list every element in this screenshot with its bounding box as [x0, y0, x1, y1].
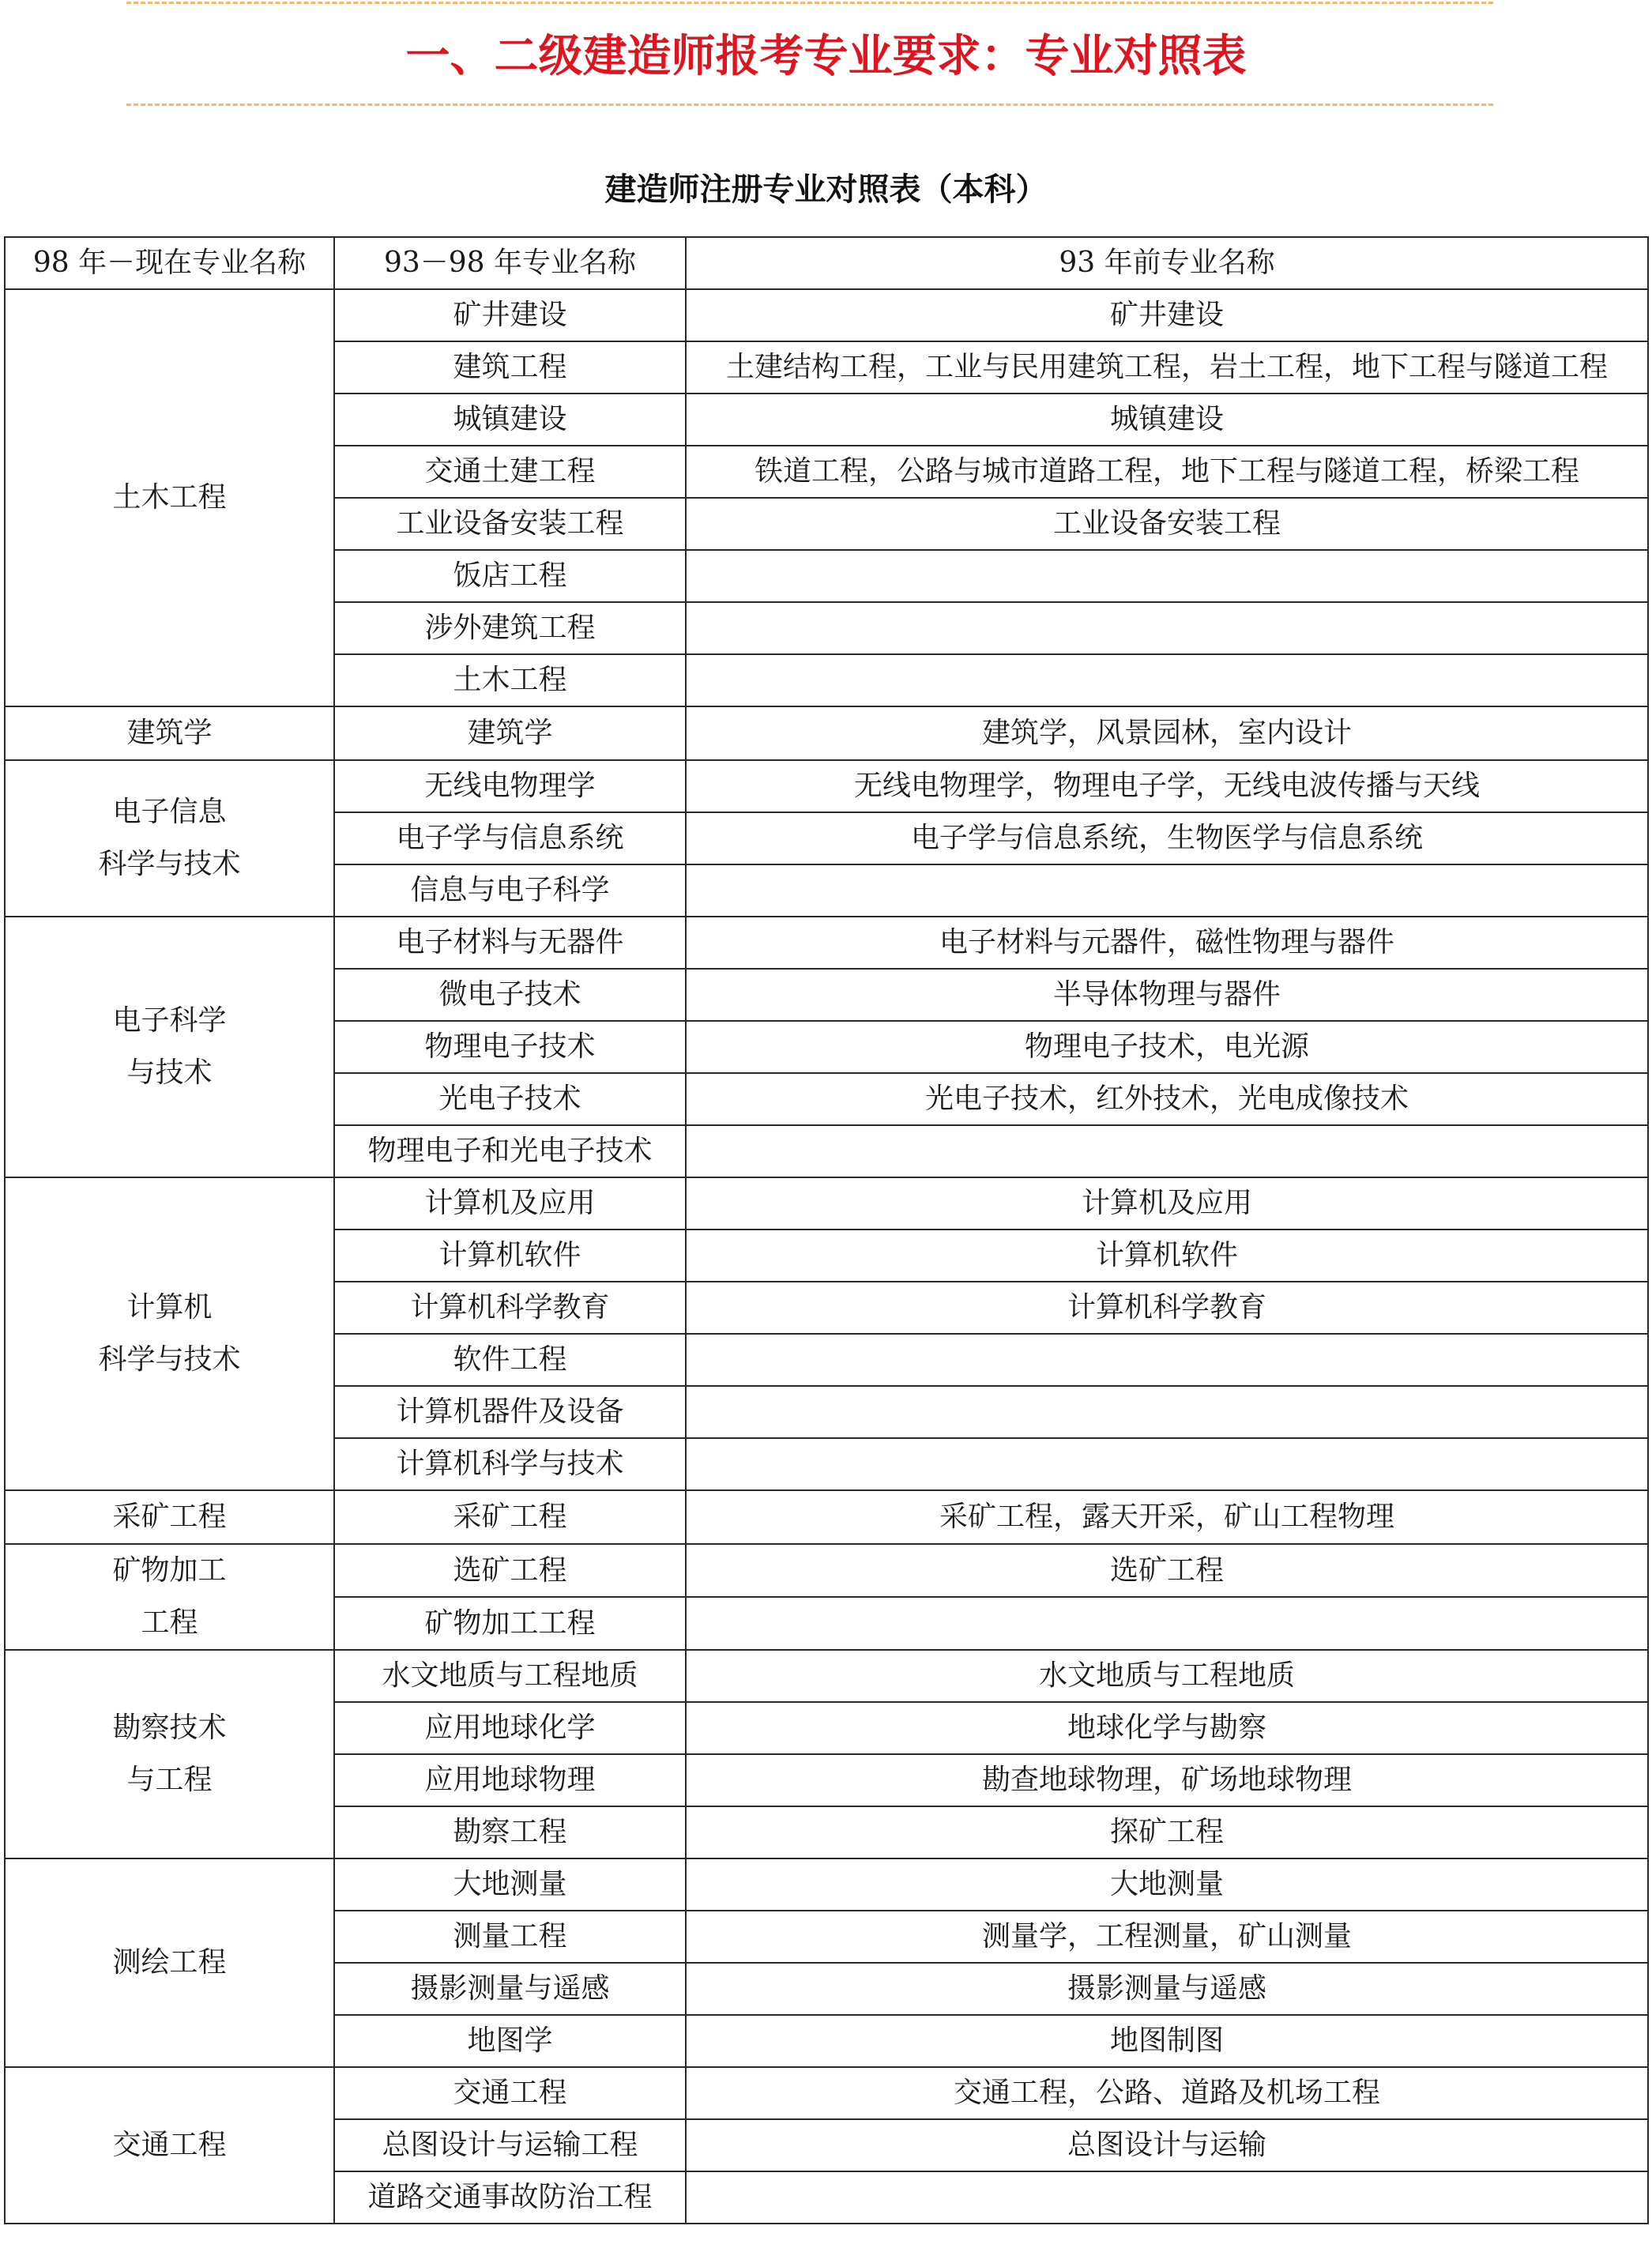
- major-pre-93-cell: 电子材料与元器件，磁性物理与器件: [686, 917, 1648, 969]
- table-row: [5, 1490, 1648, 1544]
- current-major-group-cell: [5, 760, 334, 917]
- current-major-name-line: 建筑学: [126, 717, 213, 749]
- current-major-group-cell: [5, 1650, 334, 1858]
- major-93-98-cell: 计算机科学与技术: [334, 1438, 686, 1490]
- major-93-98-cell: 工业设备安装工程: [334, 498, 686, 550]
- table-title: 建造师注册专业对照表（本科）: [604, 171, 1048, 208]
- major-pre-93-cell: 半导体物理与器件: [686, 969, 1648, 1021]
- current-major-group-cell: [5, 917, 334, 1177]
- major-93-98-cell: 测量工程: [334, 1911, 686, 1963]
- major-93-98-cell: 光电子技术: [334, 1073, 686, 1125]
- table-row: [5, 2067, 1648, 2119]
- major-pre-93-cell: 计算机软件: [686, 1230, 1648, 1282]
- current-major-group-cell: [5, 1490, 334, 1544]
- current-major-name-line: 测绘工程: [112, 1946, 227, 1979]
- current-major-name-line: 计算机: [126, 1291, 213, 1324]
- major-pre-93-cell: 水文地质与工程地质: [686, 1650, 1648, 1702]
- major-pre-93-cell: [686, 1334, 1648, 1386]
- table-row: [5, 1544, 1648, 1597]
- major-pre-93-cell: 总图设计与运输: [686, 2119, 1648, 2171]
- current-major-name-line: 与技术: [126, 1056, 213, 1089]
- current-major-name-line: 土木工程: [112, 481, 227, 514]
- major-pre-93-cell: 工业设备安装工程: [686, 498, 1648, 550]
- major-93-98-cell: 信息与电子科学: [334, 864, 686, 917]
- major-93-98-cell: 应用地球化学: [334, 1702, 686, 1754]
- current-major-group-cell: [5, 706, 334, 760]
- current-major-name-line: 交通工程: [112, 2129, 227, 2161]
- table-row: [5, 289, 1648, 341]
- major-pre-93-cell: 测量学，工程测量，矿山测量: [686, 1911, 1648, 1963]
- major-pre-93-cell: 无线电物理学，物理电子学，无线电波传播与天线: [686, 760, 1648, 812]
- major-93-98-cell: 交通土建工程: [334, 446, 686, 498]
- major-pre-93-cell: [686, 1597, 1648, 1650]
- current-major-name-line: 科学与技术: [98, 1343, 241, 1376]
- major-93-98-cell: 电子学与信息系统: [334, 812, 686, 864]
- major-93-98-cell: 饭店工程: [334, 550, 686, 602]
- table-row: [5, 917, 1648, 969]
- major-93-98-cell: 物理电子和光电子技术: [334, 1125, 686, 1177]
- major-93-98-cell: 水文地质与工程地质: [334, 1650, 686, 1702]
- current-major-group-cell: [5, 1177, 334, 1490]
- major-93-98-cell: 摄影测量与遥感: [334, 1963, 686, 2015]
- major-93-98-cell: 计算机软件: [334, 1230, 686, 1282]
- header-current-major: 98 年－现在专业名称: [5, 237, 334, 289]
- table-row: [5, 760, 1648, 812]
- major-comparison-table: [4, 236, 1649, 2224]
- major-93-98-cell: 土木工程: [334, 654, 686, 706]
- major-93-98-cell: 电子材料与无器件: [334, 917, 686, 969]
- major-93-98-cell: 矿物加工工程: [334, 1597, 686, 1650]
- header-93-98-major: 93－98 年专业名称: [334, 237, 686, 289]
- major-pre-93-cell: 地图制图: [686, 2015, 1648, 2067]
- major-pre-93-cell: [686, 864, 1648, 917]
- major-pre-93-cell: 地球化学与勘察: [686, 1702, 1648, 1754]
- major-93-98-cell: 采矿工程: [334, 1490, 686, 1544]
- major-pre-93-cell: 铁道工程，公路与城市道路工程，地下工程与隧道工程，桥梁工程: [686, 446, 1648, 498]
- header-pre-93-major: 93 年前专业名称: [686, 237, 1648, 289]
- major-pre-93-cell: 城镇建设: [686, 394, 1648, 446]
- current-major-group-cell: [5, 1544, 334, 1650]
- major-93-98-cell: 选矿工程: [334, 1544, 686, 1597]
- major-pre-93-cell: [686, 602, 1648, 654]
- major-pre-93-cell: 采矿工程，露天开采，矿山工程物理: [686, 1490, 1648, 1544]
- table-header-row: [5, 237, 1648, 289]
- top-dashed-divider: [126, 2, 1493, 4]
- table-row: [5, 1177, 1648, 1230]
- current-major-name-line: 勘察技术: [112, 1712, 227, 1744]
- table-row: [5, 706, 1648, 760]
- current-major-group-cell: [5, 2067, 334, 2224]
- current-major-group-cell: [5, 1858, 334, 2067]
- major-pre-93-cell: 物理电子技术，电光源: [686, 1021, 1648, 1073]
- major-93-98-cell: 矿井建设: [334, 289, 686, 341]
- current-major-name-line: 工程: [141, 1606, 198, 1639]
- major-93-98-cell: 城镇建设: [334, 394, 686, 446]
- major-93-98-cell: 勘察工程: [334, 1806, 686, 1858]
- major-pre-93-cell: 摄影测量与遥感: [686, 1963, 1648, 2015]
- major-93-98-cell: 涉外建筑工程: [334, 602, 686, 654]
- major-93-98-cell: 道路交通事故防治工程: [334, 2171, 686, 2224]
- major-pre-93-cell: [686, 2171, 1648, 2224]
- major-pre-93-cell: 交通工程，公路、道路及机场工程: [686, 2067, 1648, 2119]
- current-major-group-cell: [5, 289, 334, 706]
- major-93-98-cell: 建筑学: [334, 706, 686, 760]
- major-pre-93-cell: 探矿工程: [686, 1806, 1648, 1858]
- major-pre-93-cell: 勘查地球物理，矿场地球物理: [686, 1754, 1648, 1806]
- major-93-98-cell: 交通工程: [334, 2067, 686, 2119]
- major-93-98-cell: 应用地球物理: [334, 1754, 686, 1806]
- major-93-98-cell: 无线电物理学: [334, 760, 686, 812]
- table-body: [5, 289, 1648, 2224]
- major-pre-93-cell: [686, 1386, 1648, 1438]
- major-pre-93-cell: 光电子技术，红外技术，光电成像技术: [686, 1073, 1648, 1125]
- major-93-98-cell: 地图学: [334, 2015, 686, 2067]
- major-pre-93-cell: 大地测量: [686, 1858, 1648, 1911]
- major-93-98-cell: 大地测量: [334, 1858, 686, 1911]
- current-major-name-line: 电子信息: [112, 796, 227, 828]
- major-pre-93-cell: 建筑学，风景园林，室内设计: [686, 706, 1648, 760]
- bottom-dashed-divider: [126, 104, 1493, 106]
- major-93-98-cell: 计算机及应用: [334, 1177, 686, 1230]
- current-major-name-line: 矿物加工: [112, 1554, 227, 1587]
- current-major-name-line: 采矿工程: [112, 1501, 227, 1533]
- major-93-98-cell: 计算机科学教育: [334, 1282, 686, 1334]
- current-major-name-line: 与工程: [126, 1764, 213, 1796]
- major-pre-93-cell: 计算机科学教育: [686, 1282, 1648, 1334]
- major-comparison-table-container: [4, 236, 1647, 2224]
- current-major-name-line: 科学与技术: [98, 848, 241, 880]
- major-93-98-cell: 总图设计与运输工程: [334, 2119, 686, 2171]
- major-pre-93-cell: [686, 1438, 1648, 1490]
- current-major-name-line: 电子科学: [112, 1004, 227, 1037]
- major-93-98-cell: 物理电子技术: [334, 1021, 686, 1073]
- major-93-98-cell: 建筑工程: [334, 341, 686, 394]
- table-row: [5, 1858, 1648, 1911]
- major-pre-93-cell: [686, 550, 1648, 602]
- major-pre-93-cell: 土建结构工程，工业与民用建筑工程，岩土工程，地下工程与隧道工程: [686, 341, 1648, 394]
- major-pre-93-cell: [686, 1125, 1648, 1177]
- major-pre-93-cell: 选矿工程: [686, 1544, 1648, 1597]
- major-93-98-cell: 软件工程: [334, 1334, 686, 1386]
- page-title: 一、二级建造师报考专业要求：专业对照表: [405, 31, 1247, 82]
- major-pre-93-cell: 矿井建设: [686, 289, 1648, 341]
- major-pre-93-cell: 计算机及应用: [686, 1177, 1648, 1230]
- major-pre-93-cell: [686, 654, 1648, 706]
- table-row: [5, 1650, 1648, 1702]
- major-pre-93-cell: 电子学与信息系统，生物医学与信息系统: [686, 812, 1648, 864]
- major-93-98-cell: 微电子技术: [334, 969, 686, 1021]
- major-93-98-cell: 计算机器件及设备: [334, 1386, 686, 1438]
